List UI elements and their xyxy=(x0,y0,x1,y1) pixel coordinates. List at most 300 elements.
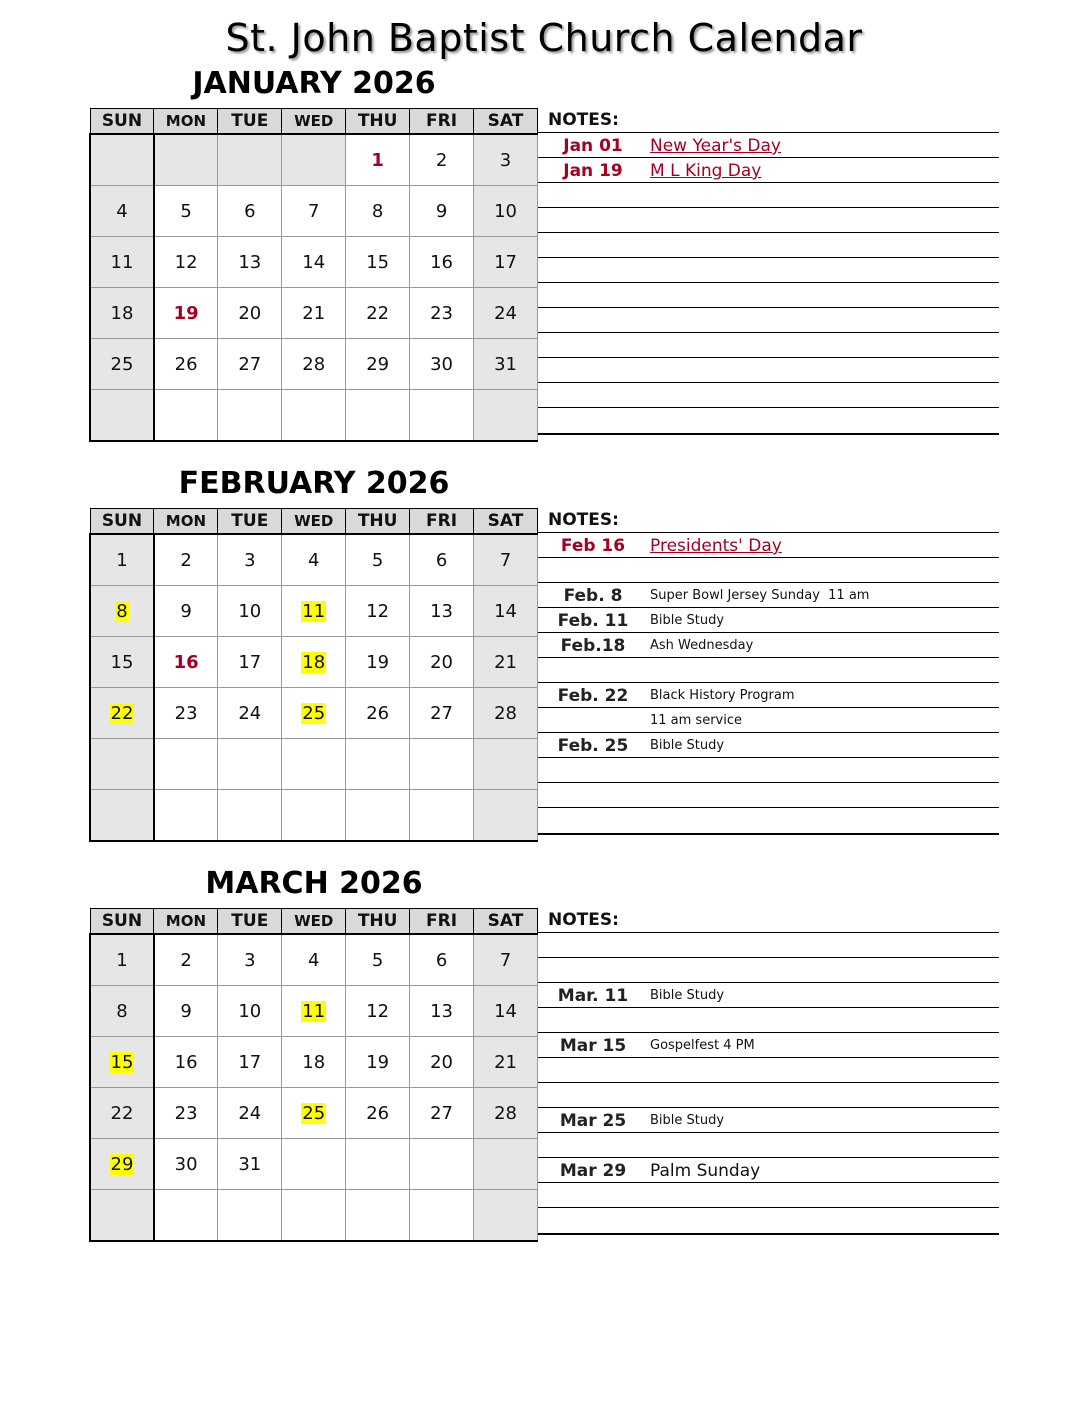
day-cell[interactable] xyxy=(410,934,474,986)
day-cell[interactable] xyxy=(410,534,474,586)
day-number: 23 xyxy=(174,1102,198,1124)
day-number: 29 xyxy=(110,1153,134,1175)
weekday-header: TUE xyxy=(218,109,282,135)
day-number: 7 xyxy=(499,549,512,571)
notes-panel xyxy=(538,508,999,835)
day-number: 30 xyxy=(174,1153,198,1175)
day-cell[interactable] xyxy=(218,790,282,842)
day-cell[interactable] xyxy=(154,288,218,339)
day-cell[interactable] xyxy=(90,1139,154,1190)
day-number: 7 xyxy=(308,200,320,222)
day-number: 21 xyxy=(302,302,326,324)
day-cell[interactable] xyxy=(282,739,346,790)
day-cell[interactable] xyxy=(282,688,346,739)
day-number: 16 xyxy=(430,251,454,273)
day-cell[interactable] xyxy=(346,134,410,186)
day-cell[interactable] xyxy=(154,934,218,986)
day-cell[interactable] xyxy=(346,1037,410,1088)
day-cell[interactable] xyxy=(346,1088,410,1139)
day-cell[interactable] xyxy=(410,186,474,237)
day-number: 22 xyxy=(366,302,390,324)
day-number: 16 xyxy=(174,1051,198,1073)
day-cell[interactable] xyxy=(346,288,410,339)
day-cell[interactable] xyxy=(218,390,282,442)
day-cell[interactable] xyxy=(282,1088,346,1139)
note-date: Feb. 25 xyxy=(557,736,629,756)
weekday-header: SAT xyxy=(474,509,538,535)
note-row[interactable] xyxy=(538,358,999,383)
day-cell[interactable] xyxy=(90,1088,154,1139)
note-date: Mar 25 xyxy=(559,1111,627,1131)
note-row[interactable] xyxy=(538,983,999,1008)
note-row[interactable] xyxy=(538,283,999,308)
day-number: 20 xyxy=(430,1051,454,1073)
day-cell[interactable] xyxy=(282,534,346,586)
day-cell[interactable] xyxy=(218,1139,282,1190)
note-row[interactable] xyxy=(538,158,999,183)
day-number: 3 xyxy=(499,149,512,171)
day-cell[interactable] xyxy=(346,934,410,986)
day-cell[interactable] xyxy=(218,288,282,339)
note-row[interactable] xyxy=(538,308,999,333)
day-cell[interactable] xyxy=(346,534,410,586)
week-row xyxy=(90,637,538,688)
note-row[interactable] xyxy=(538,1183,999,1208)
weekday-header: FRI xyxy=(410,909,474,935)
day-number: 1 xyxy=(371,149,384,171)
day-cell[interactable] xyxy=(410,288,474,339)
day-cell[interactable] xyxy=(282,1037,346,1088)
day-number: 2 xyxy=(435,149,448,171)
day-cell[interactable] xyxy=(474,534,538,586)
day-number: 29 xyxy=(366,353,390,375)
day-number: 9 xyxy=(180,600,192,622)
day-number: 11 xyxy=(302,600,326,622)
day-cell[interactable] xyxy=(410,637,474,688)
day-number: 18 xyxy=(110,302,134,324)
day-number: 24 xyxy=(238,1102,262,1124)
weekday-header: SAT xyxy=(474,109,538,135)
day-number: 10 xyxy=(238,600,262,622)
weekday-header: THU xyxy=(346,109,410,135)
day-cell[interactable] xyxy=(154,134,218,186)
day-number: 27 xyxy=(238,353,262,375)
weekday-header: THU xyxy=(346,909,410,935)
day-cell[interactable] xyxy=(346,688,410,739)
day-cell[interactable] xyxy=(474,237,538,288)
day-cell[interactable] xyxy=(218,1088,282,1139)
day-number: 25 xyxy=(302,1102,326,1124)
day-cell[interactable] xyxy=(154,586,218,637)
day-cell[interactable] xyxy=(90,1190,154,1242)
note-row[interactable] xyxy=(538,333,999,358)
day-cell[interactable] xyxy=(474,288,538,339)
note-text: 11 am service xyxy=(650,713,743,728)
note-row[interactable] xyxy=(538,1008,999,1033)
note-text: Super Bowl Jersey Sunday 11 am xyxy=(650,588,870,603)
holiday-link[interactable]: Presidents' Day xyxy=(650,536,782,556)
note-date: Mar 29 xyxy=(559,1161,627,1181)
day-number: 4 xyxy=(308,949,320,971)
day-cell[interactable] xyxy=(282,986,346,1037)
weekday-header: WED xyxy=(282,109,346,135)
note-row[interactable] xyxy=(538,258,999,283)
day-number: 14 xyxy=(494,1000,517,1022)
day-number: 8 xyxy=(371,200,384,222)
note-row[interactable] xyxy=(538,383,999,408)
day-cell[interactable] xyxy=(410,1037,474,1088)
day-cell[interactable] xyxy=(154,1037,218,1088)
note-row[interactable] xyxy=(538,1108,999,1133)
note-text: Bible Study xyxy=(650,738,725,753)
note-text: Bible Study xyxy=(650,1113,725,1128)
day-cell[interactable] xyxy=(346,790,410,842)
day-number: 17 xyxy=(238,651,262,673)
day-number: 24 xyxy=(494,302,517,324)
day-cell[interactable] xyxy=(346,739,410,790)
day-cell[interactable] xyxy=(282,186,346,237)
note-row[interactable] xyxy=(538,408,999,433)
day-cell[interactable] xyxy=(282,1190,346,1242)
note-date: Feb. 22 xyxy=(557,686,629,706)
day-number: 14 xyxy=(302,251,326,273)
day-cell[interactable] xyxy=(410,739,474,790)
note-date: Jan 01 xyxy=(563,136,623,156)
day-cell[interactable] xyxy=(90,586,154,637)
day-number: 18 xyxy=(302,1051,326,1073)
note-row[interactable] xyxy=(538,208,999,233)
day-cell[interactable] xyxy=(154,534,218,586)
weekday-header: WED xyxy=(282,909,346,935)
day-cell[interactable] xyxy=(474,339,538,390)
day-cell[interactable] xyxy=(90,237,154,288)
holiday-link[interactable]: New Year's Day xyxy=(650,136,781,156)
day-number: 7 xyxy=(499,949,512,971)
day-cell[interactable] xyxy=(90,688,154,739)
week-row xyxy=(90,1088,538,1139)
note-date: Mar 15 xyxy=(559,1036,627,1056)
day-number: 5 xyxy=(371,549,384,571)
note-text: Black History Program xyxy=(650,688,795,703)
weekday-header: SUN xyxy=(90,109,154,135)
day-cell[interactable] xyxy=(282,790,346,842)
weekday-header: MON xyxy=(154,509,218,535)
day-cell[interactable] xyxy=(90,186,154,237)
day-cell[interactable] xyxy=(218,586,282,637)
note-row[interactable] xyxy=(538,1083,999,1108)
note-row[interactable] xyxy=(538,183,999,208)
week-row xyxy=(90,134,538,186)
day-cell[interactable] xyxy=(282,288,346,339)
day-cell[interactable] xyxy=(282,237,346,288)
day-number: 5 xyxy=(371,949,384,971)
day-cell[interactable] xyxy=(218,237,282,288)
day-cell[interactable] xyxy=(154,637,218,688)
note-row[interactable] xyxy=(538,1058,999,1083)
day-cell[interactable] xyxy=(346,186,410,237)
day-number: 3 xyxy=(244,949,256,971)
day-cell[interactable] xyxy=(154,986,218,1037)
week-row xyxy=(90,534,538,586)
day-number: 27 xyxy=(430,1102,454,1124)
day-number: 21 xyxy=(494,1051,517,1073)
day-cell[interactable] xyxy=(474,1037,538,1088)
day-number: 23 xyxy=(174,702,198,724)
day-number: 15 xyxy=(110,651,134,673)
day-cell[interactable] xyxy=(154,1139,218,1190)
note-date: Feb.18 xyxy=(560,636,626,656)
note-row[interactable] xyxy=(538,533,999,558)
day-cell[interactable] xyxy=(346,586,410,637)
note-row[interactable] xyxy=(538,1133,999,1158)
day-number: 8 xyxy=(116,600,128,622)
day-number: 28 xyxy=(494,1102,517,1124)
day-cell[interactable] xyxy=(90,288,154,339)
day-cell[interactable] xyxy=(90,390,154,442)
day-cell[interactable] xyxy=(154,1190,218,1242)
week-row xyxy=(90,237,538,288)
week-row xyxy=(90,186,538,237)
note-row[interactable] xyxy=(538,658,999,683)
note-date: Feb 16 xyxy=(560,536,626,556)
day-cell[interactable] xyxy=(282,390,346,442)
weekday-header: TUE xyxy=(218,509,282,535)
day-cell[interactable] xyxy=(154,339,218,390)
holiday-link[interactable]: M L King Day xyxy=(650,161,762,181)
month-grid xyxy=(89,508,538,842)
day-number: 5 xyxy=(180,200,192,222)
day-cell[interactable] xyxy=(218,637,282,688)
note-row[interactable] xyxy=(538,558,999,583)
note-text: Ash Wednesday xyxy=(650,638,754,653)
day-cell[interactable] xyxy=(410,1088,474,1139)
weekday-header: SAT xyxy=(474,909,538,935)
day-cell[interactable] xyxy=(346,1190,410,1242)
day-number: 14 xyxy=(494,600,517,622)
notes-heading: NOTES: xyxy=(538,108,999,133)
day-cell[interactable] xyxy=(410,1139,474,1190)
day-cell[interactable] xyxy=(282,134,346,186)
day-number: 9 xyxy=(180,1000,192,1022)
day-cell[interactable] xyxy=(154,1088,218,1139)
day-number: 27 xyxy=(430,702,454,724)
day-cell[interactable] xyxy=(282,586,346,637)
note-row[interactable] xyxy=(538,133,999,158)
day-number: 12 xyxy=(366,1000,390,1022)
day-cell[interactable] xyxy=(90,790,154,842)
day-cell[interactable] xyxy=(474,739,538,790)
day-number: 22 xyxy=(110,702,134,724)
day-cell[interactable] xyxy=(346,390,410,442)
day-cell[interactable] xyxy=(474,1139,538,1190)
day-number: 31 xyxy=(494,353,517,375)
weekday-header: THU xyxy=(346,509,410,535)
day-cell[interactable] xyxy=(474,934,538,986)
day-number: 11 xyxy=(302,1000,326,1022)
note-row[interactable] xyxy=(538,683,999,708)
note-date: Jan 19 xyxy=(563,161,623,181)
day-cell[interactable] xyxy=(154,739,218,790)
day-number: 17 xyxy=(494,251,517,273)
note-row[interactable] xyxy=(538,1033,999,1058)
month-grid xyxy=(89,108,538,442)
day-number: 13 xyxy=(238,251,262,273)
weekday-header: SUN xyxy=(90,909,154,935)
day-cell[interactable] xyxy=(474,688,538,739)
day-cell[interactable] xyxy=(90,934,154,986)
week-row xyxy=(90,986,538,1037)
day-cell[interactable] xyxy=(474,390,538,442)
day-cell[interactable] xyxy=(90,339,154,390)
note-row[interactable] xyxy=(538,733,999,758)
day-cell[interactable] xyxy=(346,339,410,390)
week-row xyxy=(90,688,538,739)
day-number: 6 xyxy=(435,949,448,971)
day-cell[interactable] xyxy=(154,790,218,842)
note-row[interactable] xyxy=(538,958,999,983)
day-cell[interactable] xyxy=(410,339,474,390)
notes-heading: NOTES: xyxy=(538,908,999,933)
day-cell[interactable] xyxy=(410,586,474,637)
day-cell[interactable] xyxy=(282,339,346,390)
note-row[interactable] xyxy=(538,583,999,608)
day-number: 28 xyxy=(494,702,517,724)
day-cell[interactable] xyxy=(346,1139,410,1190)
day-number: 8 xyxy=(116,1000,128,1022)
note-row[interactable] xyxy=(538,1208,999,1233)
day-cell[interactable] xyxy=(218,186,282,237)
day-number: 15 xyxy=(110,1051,134,1073)
day-cell[interactable] xyxy=(218,934,282,986)
note-text: Gospelfest 4 PM xyxy=(650,1038,755,1053)
day-cell[interactable] xyxy=(474,637,538,688)
day-cell[interactable] xyxy=(346,986,410,1037)
day-number: 4 xyxy=(116,200,128,222)
day-cell[interactable] xyxy=(410,688,474,739)
note-row[interactable] xyxy=(538,808,999,833)
note-text: Palm Sunday xyxy=(650,1161,761,1181)
note-row[interactable] xyxy=(538,608,999,633)
day-cell[interactable] xyxy=(474,1088,538,1139)
day-cell[interactable] xyxy=(410,134,474,186)
day-cell[interactable] xyxy=(474,1190,538,1242)
weekday-header: FRI xyxy=(410,509,474,535)
weekday-header: SUN xyxy=(90,509,154,535)
week-row xyxy=(90,390,538,442)
note-row[interactable] xyxy=(538,758,999,783)
note-row[interactable] xyxy=(538,783,999,808)
day-cell[interactable] xyxy=(474,186,538,237)
day-cell[interactable] xyxy=(410,1190,474,1242)
month-title: MARCH 2026 xyxy=(205,866,423,901)
day-cell[interactable] xyxy=(474,790,538,842)
day-number: 22 xyxy=(110,1102,134,1124)
day-cell[interactable] xyxy=(90,534,154,586)
day-cell[interactable] xyxy=(218,739,282,790)
day-number: 15 xyxy=(366,251,390,273)
day-number: 24 xyxy=(238,702,262,724)
day-cell[interactable] xyxy=(90,637,154,688)
day-cell[interactable] xyxy=(282,637,346,688)
day-cell[interactable] xyxy=(154,237,218,288)
day-cell[interactable] xyxy=(90,1037,154,1088)
month-title: FEBRUARY 2026 xyxy=(178,466,450,501)
day-cell[interactable] xyxy=(218,534,282,586)
day-cell[interactable] xyxy=(90,134,154,186)
day-cell[interactable] xyxy=(90,739,154,790)
note-text: Bible Study xyxy=(650,613,725,628)
day-number: 19 xyxy=(366,1051,390,1073)
day-cell[interactable] xyxy=(218,986,282,1037)
note-row[interactable] xyxy=(538,633,999,658)
day-number: 13 xyxy=(430,600,454,622)
note-row[interactable] xyxy=(538,933,999,958)
day-cell[interactable] xyxy=(474,134,538,186)
day-cell[interactable] xyxy=(474,586,538,637)
day-number: 31 xyxy=(238,1153,262,1175)
day-number: 3 xyxy=(244,549,256,571)
day-number: 25 xyxy=(110,353,134,375)
weekday-header: FRI xyxy=(410,109,474,135)
day-cell[interactable] xyxy=(218,688,282,739)
note-date: Feb. 8 xyxy=(563,586,623,606)
week-row xyxy=(90,586,538,637)
note-date: Mar. 11 xyxy=(557,986,629,1006)
week-row xyxy=(90,1139,538,1190)
week-row xyxy=(90,1190,538,1242)
day-cell[interactable] xyxy=(218,1190,282,1242)
day-cell[interactable] xyxy=(218,339,282,390)
day-number: 13 xyxy=(430,1000,454,1022)
day-cell[interactable] xyxy=(154,390,218,442)
month-title: JANUARY 2026 xyxy=(192,66,436,101)
day-cell[interactable] xyxy=(474,986,538,1037)
day-cell[interactable] xyxy=(218,134,282,186)
day-cell[interactable] xyxy=(154,688,218,739)
day-number: 19 xyxy=(366,651,390,673)
day-cell[interactable] xyxy=(282,934,346,986)
day-cell[interactable] xyxy=(282,1139,346,1190)
weekday-header: WED xyxy=(282,509,346,535)
note-row[interactable] xyxy=(538,708,999,733)
day-cell[interactable] xyxy=(410,237,474,288)
day-cell[interactable] xyxy=(154,186,218,237)
day-cell[interactable] xyxy=(90,986,154,1037)
note-row[interactable] xyxy=(538,1158,999,1183)
weekday-header: TUE xyxy=(218,909,282,935)
day-number: 20 xyxy=(238,302,262,324)
day-cell[interactable] xyxy=(346,637,410,688)
notes-panel xyxy=(538,108,999,435)
day-cell[interactable] xyxy=(410,986,474,1037)
week-row xyxy=(90,739,538,790)
day-cell[interactable] xyxy=(410,390,474,442)
day-cell[interactable] xyxy=(346,237,410,288)
note-text: Bible Study xyxy=(650,988,725,1003)
day-cell[interactable] xyxy=(410,790,474,842)
day-number: 16 xyxy=(173,651,199,673)
day-cell[interactable] xyxy=(218,1037,282,1088)
day-number: 20 xyxy=(430,651,454,673)
day-number: 17 xyxy=(238,1051,262,1073)
day-number: 26 xyxy=(366,1102,390,1124)
day-number: 21 xyxy=(494,651,517,673)
day-number: 10 xyxy=(494,200,517,222)
day-number: 6 xyxy=(244,200,256,222)
note-row[interactable] xyxy=(538,233,999,258)
note-date: Feb. 11 xyxy=(557,611,629,631)
week-row xyxy=(90,288,538,339)
